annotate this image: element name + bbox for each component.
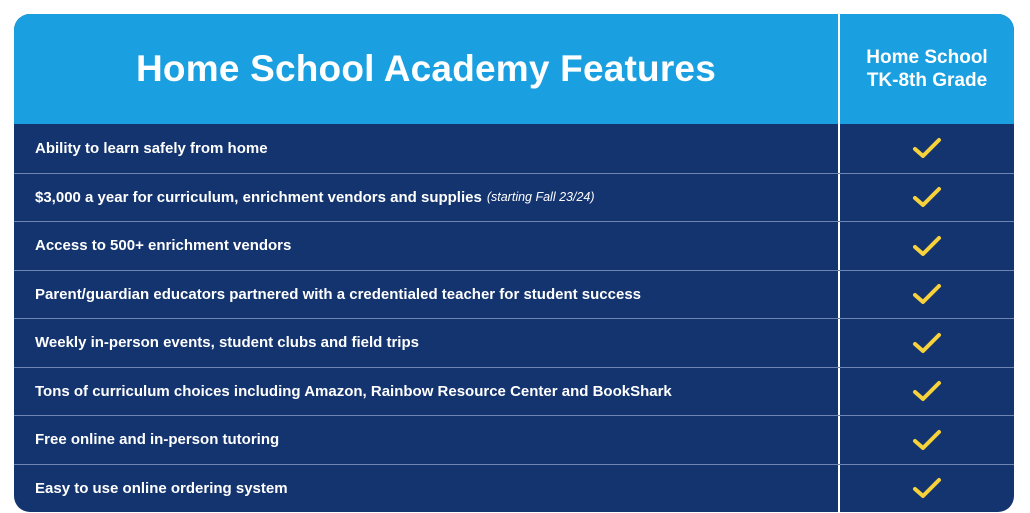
feature-cell	[14, 174, 840, 222]
feature-cell	[14, 271, 840, 319]
table-row	[14, 318, 1014, 367]
check-cell	[840, 319, 1014, 367]
feature-text: $3,000 a year for curriculum, enrichment vendors and supplies	[35, 188, 482, 206]
feature-text: Tons of curriculum choices including Amazon, Rainbow Resource Center and BookShark	[35, 382, 672, 400]
check-cell	[840, 368, 1014, 416]
feature-text: Weekly in-person events, student clubs and field trips	[35, 334, 419, 352]
table-header	[14, 14, 1014, 124]
feature-note: (starting Fall 23/24)	[486, 190, 595, 205]
feature-text: Ability to learn safely from home	[35, 139, 268, 157]
feature-rows	[14, 124, 1014, 512]
table-row	[14, 221, 1014, 270]
feature-cell	[14, 368, 840, 416]
feature-text: Access to 500+ enrichment vendors	[35, 237, 292, 255]
check-cell	[840, 222, 1014, 270]
table-row	[14, 270, 1014, 319]
feature-text: Free online and in-person tutoring	[35, 431, 280, 449]
checkmark-icon	[912, 185, 942, 209]
check-cell	[840, 465, 1014, 513]
table-row	[14, 464, 1014, 513]
column-header-line2: TK-8th Grade	[866, 70, 988, 91]
feature-cell	[14, 222, 840, 270]
feature-cell	[14, 465, 840, 513]
table-row	[14, 124, 1014, 173]
features-table	[14, 14, 1014, 512]
table-title: Home School Academy Features	[14, 14, 840, 124]
checkmark-icon	[912, 234, 942, 258]
feature-text: Easy to use online ordering system	[35, 479, 288, 497]
checkmark-icon	[912, 331, 942, 355]
check-cell	[840, 416, 1014, 464]
column-header-line1: Home School	[866, 47, 988, 68]
feature-cell	[14, 319, 840, 367]
column-header-home-school	[840, 14, 1014, 124]
feature-text: Parent/guardian educators partnered with a credentialed teacher for student success	[35, 285, 642, 303]
table-row	[14, 415, 1014, 464]
check-cell	[840, 174, 1014, 222]
feature-cell	[14, 124, 840, 173]
check-cell	[840, 124, 1014, 173]
checkmark-icon	[912, 428, 942, 452]
table-row	[14, 367, 1014, 416]
checkmark-icon	[912, 379, 942, 403]
table-row	[14, 173, 1014, 222]
check-cell	[840, 271, 1014, 319]
checkmark-icon	[912, 282, 942, 306]
feature-cell	[14, 416, 840, 464]
checkmark-icon	[912, 476, 942, 500]
checkmark-icon	[912, 136, 942, 160]
